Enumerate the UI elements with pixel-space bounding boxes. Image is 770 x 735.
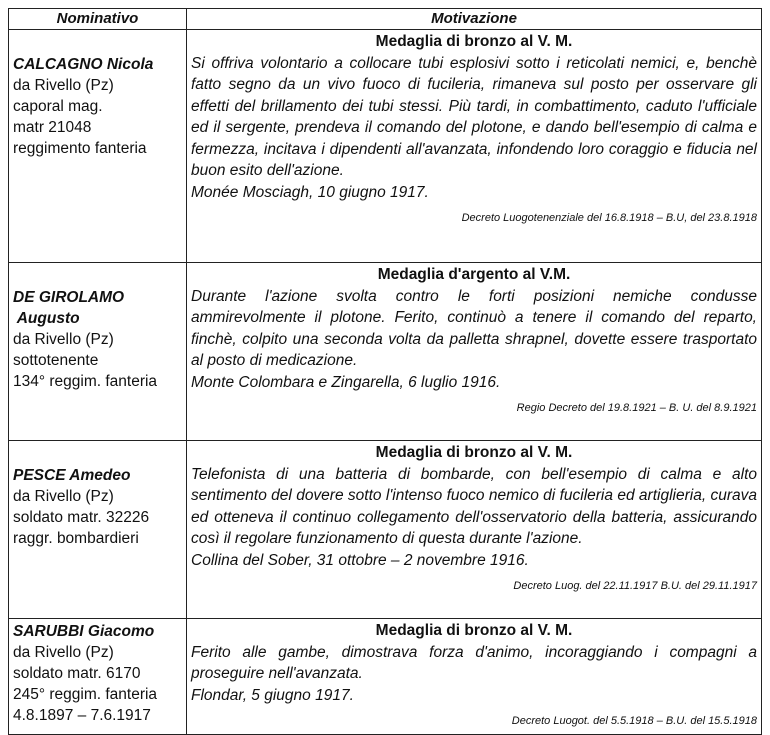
person-detail: da Rivello (Pz) [13,488,114,505]
person-detail: caporal mag. [13,98,103,115]
person-cell [9,30,187,263]
place-date: Monte Colombara e Zingarella, 6 luglio 1916. [191,373,501,391]
person-name: CALCAGNO Nicola [13,56,154,73]
table-row [9,263,762,441]
person-detail: da Rivello (Pz) [13,644,114,661]
person-detail: reggimento fanteria [13,140,147,157]
person-detail: da Rivello (Pz) [13,77,114,94]
person-cell [9,619,187,735]
motivation-text: Si offriva volontario a collocare tubi esplosivi sotto i reticolati nemici, e, benchè fatto segno da un vivo fuoco di fucileria, rimaneva sul posto per osservare gli effetti del brillamento dei tubi stessi. Più tardi, in combattimento, caduto l'ufficiale ed il sergente, prendeva il comando del plotone, e dando bell'esempio di calma e fermezza, incitava i dipendenti all'avanzata, infondendo loro coraggio e fiducia nel buon esito dell'azione. [191,54,757,179]
table-row [9,619,762,735]
person-cell [9,263,187,441]
header-motivazione: Motivazione [187,9,762,30]
person-name: SARUBBI Giacomo [13,623,155,640]
place-date: Flondar, 5 giugno 1917. [191,686,354,704]
medal-title: Medaglia di bronzo al V. M. [375,622,573,639]
motivation-cell [187,30,762,263]
decree-reference: Decreto Luogotenenziale del 16.8.1918 – B.U, del 23.8.1918 [461,212,757,224]
medal-title: Medaglia d'argento al V.M. [377,266,571,283]
person-detail: raggr. bombardieri [13,530,139,547]
person-detail: sottotenente [13,352,99,369]
person-detail: da Rivello (Pz) [13,331,114,348]
awards-document [8,8,762,735]
awards-table [8,8,762,735]
medal-title: Medaglia di bronzo al V. M. [375,444,573,461]
motivation-text: Durante l'azione svolta contro le forti posizioni nemiche condusse ammirevolmente il plotone. Ferito, continuò a tenere il comando del reparto, finchè, colpito una seconda volta da palletta shrapnel, dovette essere trasportato al posto di medicazione. [191,287,757,369]
person-name: PESCE Amedeo [13,467,131,484]
person-detail: 4.8.1897 – 7.6.1917 [13,707,151,724]
person-name: DE GIROLAMO [13,289,125,306]
person-detail: 134° reggim. fanteria [13,373,158,390]
motivation-text: Ferito alle gambe, dimostrava forza d'animo, incoraggiando i compagni a proseguire nell'avanzata. [191,643,757,682]
decree-reference: Decreto Luog. del 22.11.1917 B.U. del 29.11.1917 [513,580,757,592]
person-detail: soldato matr. 32226 [13,509,150,526]
place-date: Monée Mosciagh, 10 giugno 1917. [191,183,429,201]
person-cell [9,441,187,619]
person-name-continued: Augusto [13,310,80,327]
table-row [9,30,762,263]
header-nominativo: Nominativo [9,9,187,30]
person-detail: matr 21048 [13,119,92,136]
table-row [9,441,762,619]
motivation-text: Telefonista di una batteria di bombarde, con bell'esempio di calma e alto sentimento del dovere sotto l'intenso fuoco nemico di fucileria ed artiglieria, curava ed otteneva il continuo collegamento dell'osservatorio della batteria, assicurando così il regolare funzionamento di questa durante l'azione. [191,465,757,547]
decree-reference: Decreto Luogot. del 5.5.1918 – B.U. del 15.5.1918 [511,715,757,727]
decree-reference: Regio Decreto del 19.8.1921 – B. U. del 8.9.1921 [516,402,757,414]
person-detail: soldato matr. 6170 [13,665,141,682]
person-detail: 245° reggim. fanteria [13,686,158,703]
medal-title: Medaglia di bronzo al V. M. [375,33,573,50]
motivation-cell [187,441,762,619]
motivation-cell [187,619,762,735]
place-date: Collina del Sober, 31 ottobre – 2 novembre 1916. [191,551,529,569]
motivation-cell [187,263,762,441]
table-header [9,9,762,30]
